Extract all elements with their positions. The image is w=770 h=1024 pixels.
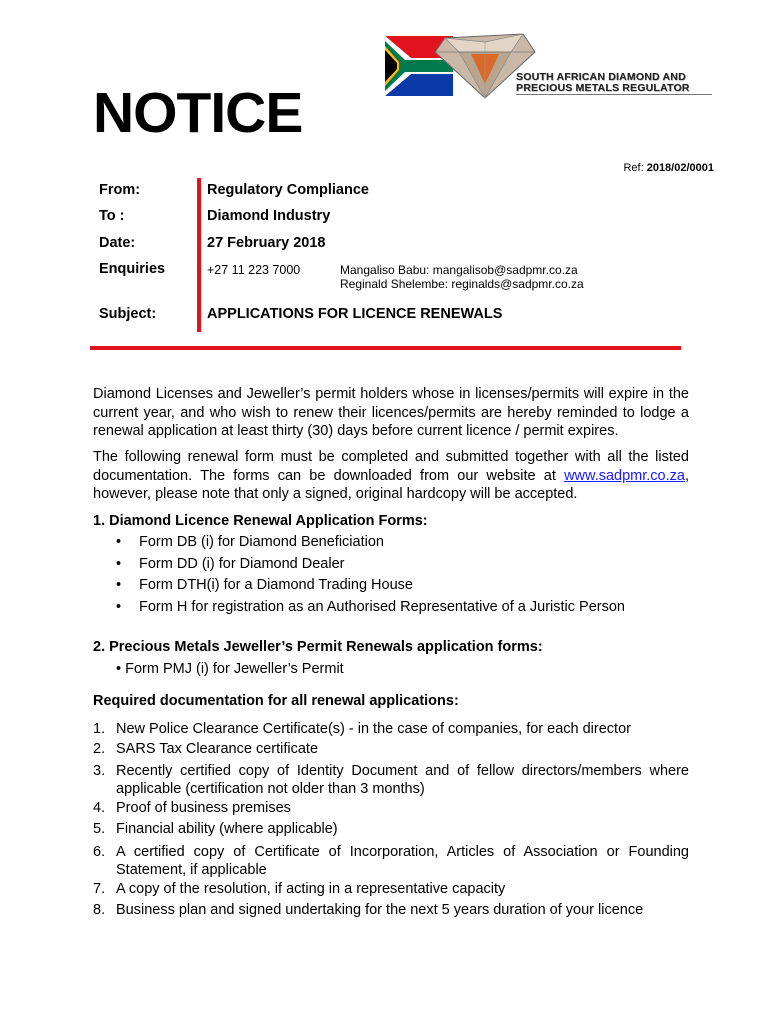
renewal-text-1: The following renewal form must be completed and submitted together with all the listed documentation. The forms can be downloaded from our website at: [93, 449, 689, 484]
reference-number: [623, 162, 714, 174]
item-number: 6.: [93, 844, 106, 860]
item-number: 4.: [93, 800, 106, 816]
logo-text-line-1: SOUTH AFRICAN DIAMOND AND: [516, 71, 686, 83]
item-text: A copy of the resolution, if acting in a representative capacity: [116, 881, 506, 897]
enquiries-contacts: [340, 263, 584, 291]
item-text: Business plan and signed undertaking for the next 5 years duration of your licence: [116, 901, 644, 918]
section-2-heading: 2. Precious Metals Jeweller’s Permit Renewals application forms:: [93, 639, 543, 655]
list-item: [93, 844, 689, 879]
subject-value: APPLICATIONS FOR LICENCE RENEWALS: [207, 306, 503, 322]
logo-text-line-2: PRECIOUS METALS REGULATOR: [516, 82, 690, 94]
enquiries-phone: +27 11 223 7000: [207, 263, 301, 277]
contact-mangaliso: Mangaliso Babu: mangalisob@sadpmr.co.za: [340, 263, 578, 277]
list-item: [93, 800, 689, 818]
item-number: 3.: [93, 763, 106, 779]
intro-paragraph: Diamond Licenses and Jeweller’s permit holders whose in licenses/permits will expire in the current year, and who wish to renew their licences/permits are hereby reminded to lodge a renewal application at least thirty (30) days before current licence / permit expires.: [93, 386, 689, 439]
list-item: [93, 763, 689, 798]
list-item: • Form DB (i) for Diamond Beneficiation: [116, 532, 625, 554]
page-title: NOTICE: [93, 81, 303, 145]
item-number: 5.: [93, 820, 106, 837]
enquiries-label: Enquiries: [99, 261, 166, 277]
item-text: Financial ability (where applicable): [116, 820, 338, 837]
item-number: 7.: [93, 881, 106, 897]
list-item: [93, 721, 689, 739]
meta-separator: [197, 178, 201, 332]
item-number: 2.: [93, 740, 106, 757]
jeweller-form-item: • Form PMJ (i) for Jeweller’s Permit: [116, 661, 344, 677]
contact-reginald: Reginald Shelembe: reginalds@sadpmr.co.za: [340, 277, 584, 291]
list-item: [93, 741, 689, 759]
required-docs-heading: Required documentation for all renewal applications:: [93, 693, 459, 709]
list-item: • Form H for registration as an Authorised Representative of a Juristic Person: [116, 597, 625, 619]
item-text: Recently certified copy of Identity Document and of fellow directors/members where applicable (certification not older than 3 months): [116, 763, 689, 797]
item-text: Proof of business premises: [116, 800, 291, 816]
required-docs-list: [93, 721, 689, 919]
list-item: [93, 902, 689, 920]
item-text: A certified copy of Certificate of Incorporation, Articles of Association or Founding Statement, if applicable: [116, 844, 689, 878]
item-text: SARS Tax Clearance certificate: [116, 740, 319, 757]
subject-label: Subject:: [99, 306, 157, 322]
logo-text: [516, 72, 690, 94]
list-item: [93, 821, 689, 839]
list-item: [93, 881, 689, 899]
section-1-heading: 1. Diamond Licence Renewal Application Forms:: [93, 513, 428, 529]
renewal-paragraph: [93, 448, 689, 504]
item-number: 1.: [93, 721, 106, 737]
ref-label: Ref:: [623, 162, 644, 174]
from-value: Regulatory Compliance: [207, 182, 369, 198]
logo-underline: [516, 94, 712, 95]
website-link[interactable]: www.sadpmr.co.za: [564, 467, 685, 484]
date-value: 27 February 2018: [207, 235, 326, 251]
item-number: 8.: [93, 901, 106, 918]
from-label: From:: [99, 182, 141, 198]
to-label: To :: [99, 208, 125, 224]
ref-value: 2018/02/0001: [646, 162, 714, 174]
renewal-text-2: , however, please note that only a signed, original hardcopy will be accepted.: [93, 467, 689, 502]
header-divider: [90, 346, 681, 350]
list-item: • Form DTH(i) for a Diamond Trading House: [116, 575, 625, 597]
date-label: Date:: [99, 235, 136, 251]
diamond-forms-list: [116, 532, 625, 618]
to-value: Diamond Industry: [207, 208, 331, 224]
item-text: New Police Clearance Certificate(s) - in the case of companies, for each director: [116, 721, 631, 737]
list-item: • Form DD (i) for Diamond Dealer: [116, 554, 625, 576]
